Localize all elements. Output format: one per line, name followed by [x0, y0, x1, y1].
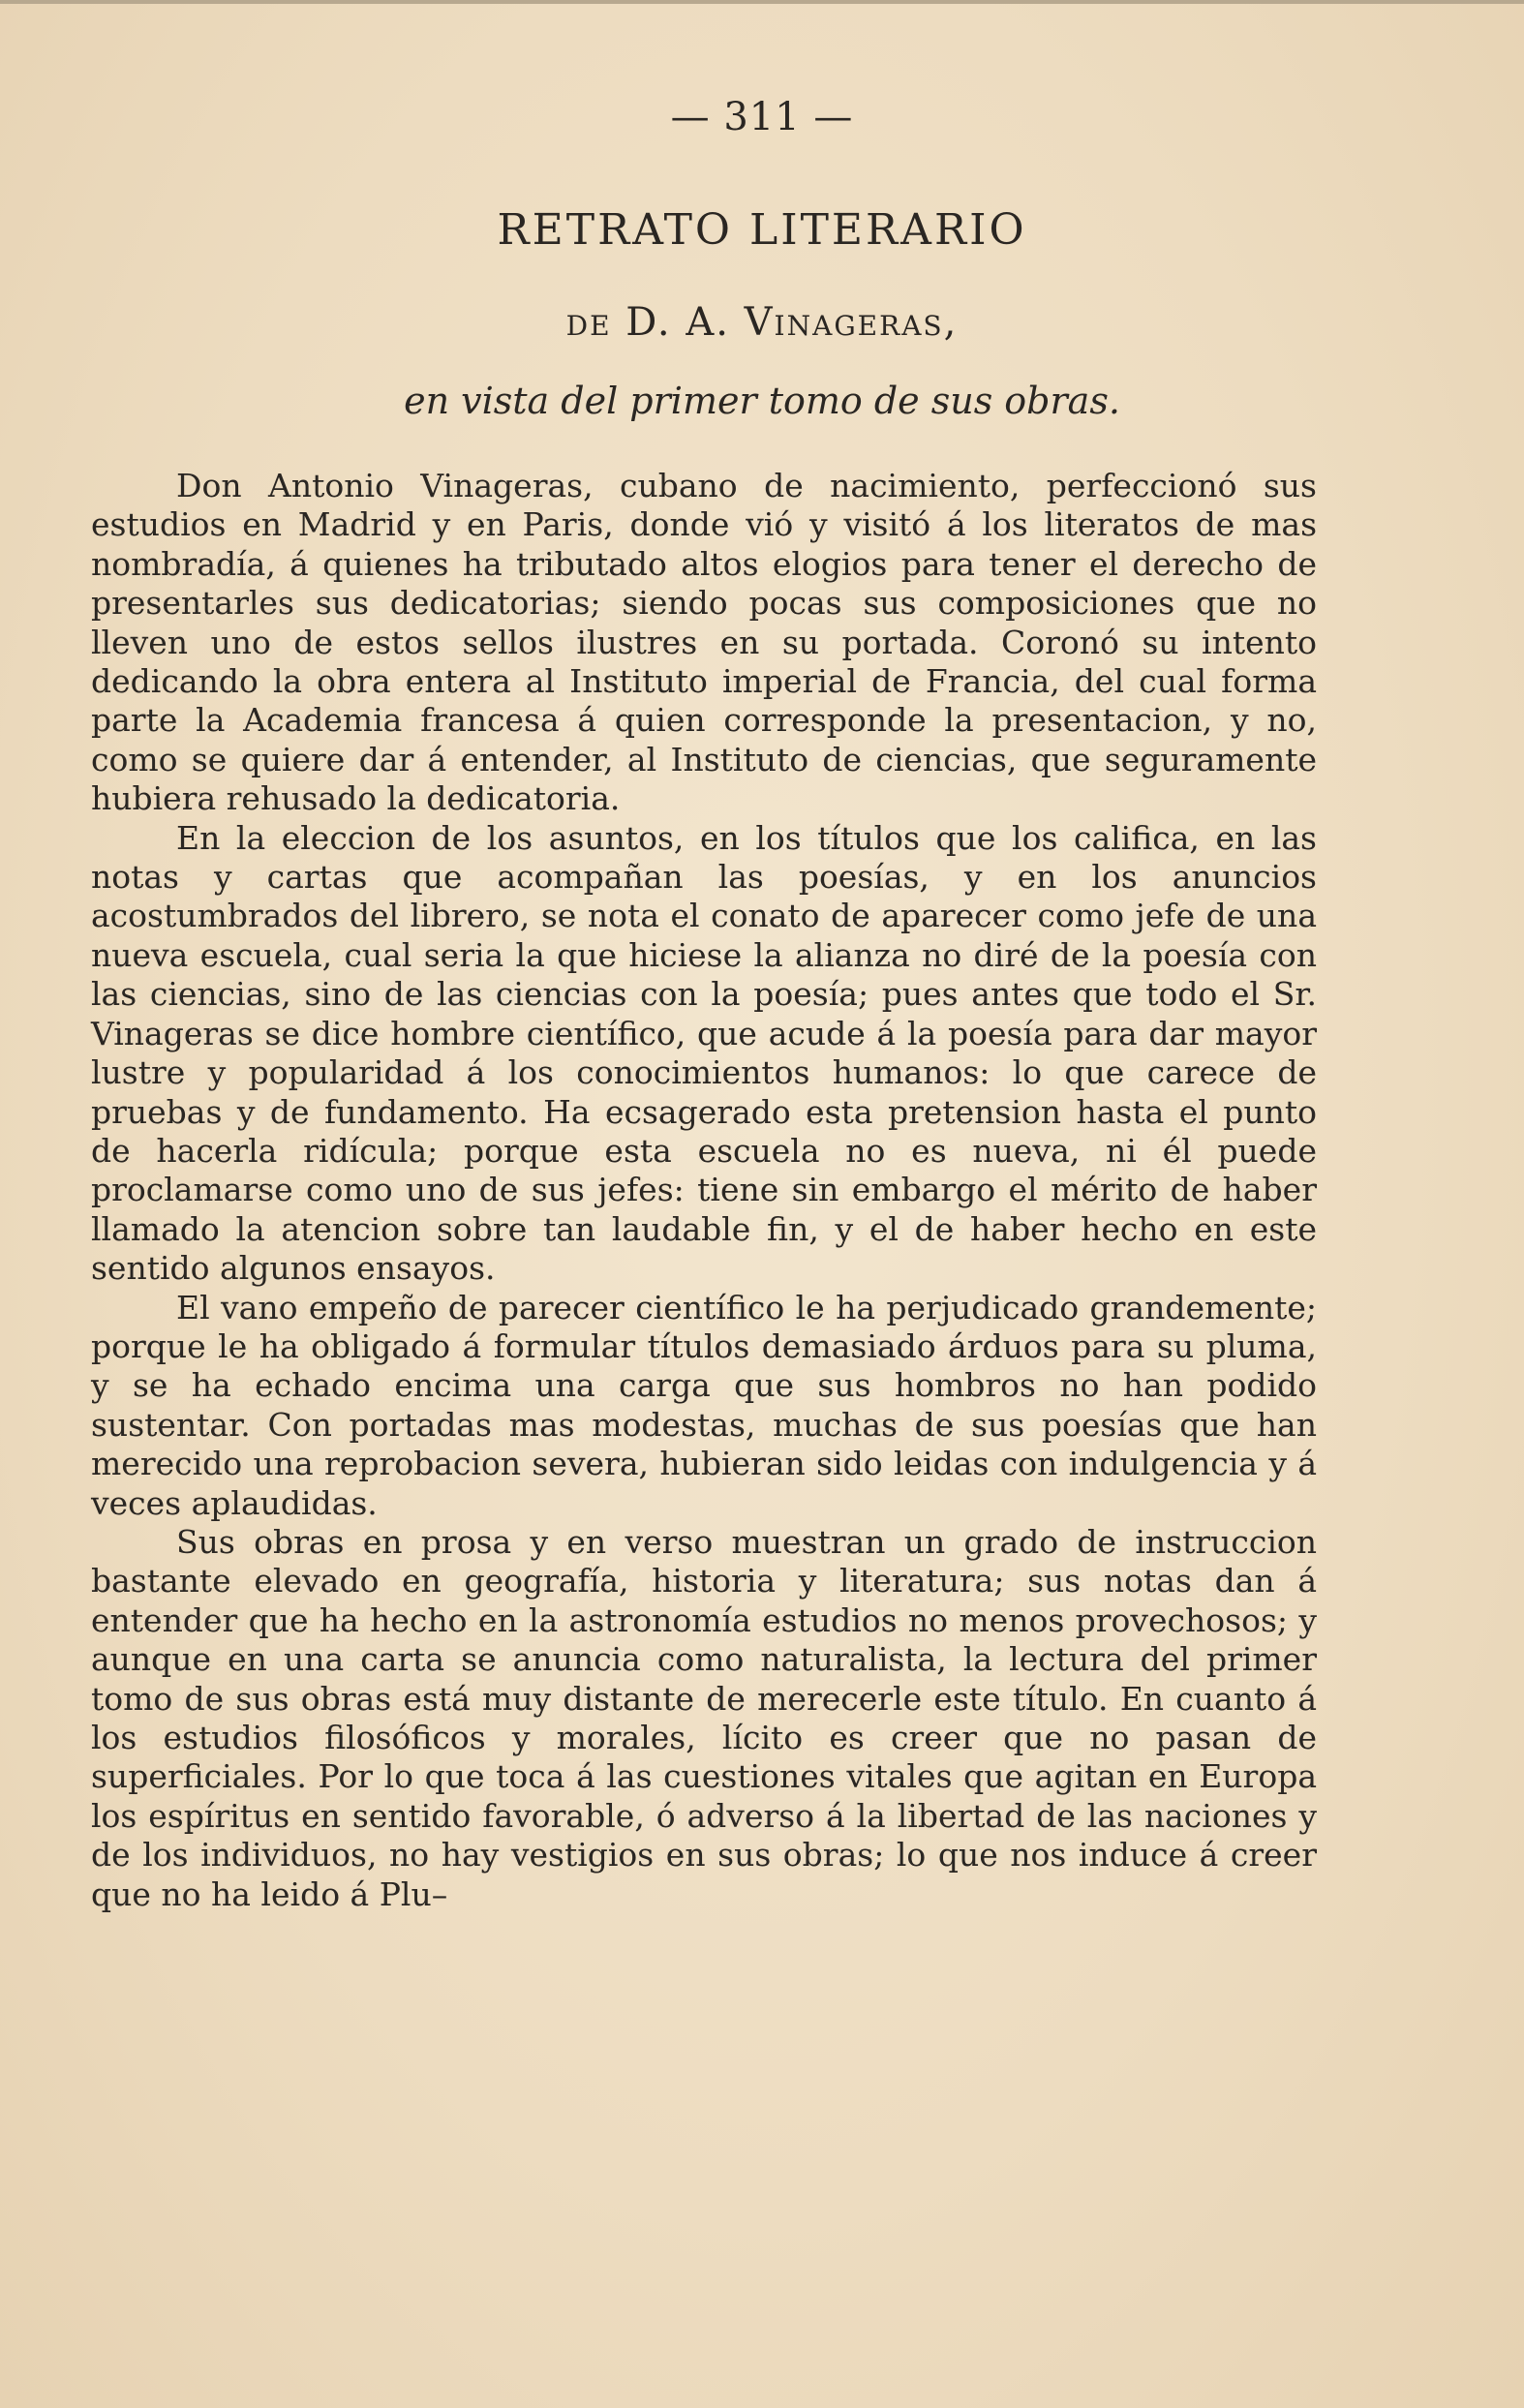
body-paragraph-2: En la eleccion de los asuntos, en los títulos que los califica, en las notas y cartas que acompañan las poesías, y en los anuncios acostumbrados del librero, se nota el conato de aparecer como jefe de una nueva escuela, cual seria la que hiciese la alianza no diré de la poesía con las ciencias, sino de las ciencias con la poesía; pues antes que todo el Sr. Vinageras se dice hombre científico, que acude á la poesía para dar mayor lustre y popularidad á los conocimientos humanos: lo que carece de pruebas y de fundamento. Ha ecsagerado esta pretension hasta el punto de hacerla ridícula; porque esta escuela no es nueva, ni él puede proclamarse como uno de sus jefes: tiene sin embargo el mérito de haber llamado la atencion sobre tan laudable fin, y el de haber hecho en este sentido algunos ensayos.: [91, 818, 1317, 1288]
article-subtitle: en vista del primer tomo de sus obras.: [404, 380, 1120, 422]
article-title: RETRATO LITERARIO: [497, 205, 1027, 255]
body-paragraph-3: El vano empeño de parecer científico le ha perjudicado grandemente; porque le ha obligado á formular títulos demasiado árduos para su pluma, y se ha echado encima una carga que sus hombros no han podido sustentar. Con portadas mas modestas, muchas de sus poesías que han merecido una reprobacion severa, hubieran sido leidas con indulgencia y á veces aplaudidas.: [91, 1288, 1317, 1522]
article-body: [91, 467, 1317, 1914]
body-paragraph-1: Don Antonio Vinageras, cubano de nacimiento, perfeccionó sus estudios en Madrid y en Paris, donde vió y visitó á los literatos de mas nombradía, á quienes ha tributado altos elogios para tener el derecho de presentarles sus dedicatorias; siendo pocas sus composiciones que no lleven uno de estos sellos ilustres en su portada. Coronó su intento dedicando la obra entera al Instituto imperial de Francia, del cual forma parte la Academia francesa á quien corresponde la presentacion, y no, como se quiere dar á entender, al Instituto de ciencias, que seguramente hubiera rehusado la dedicatoria.: [91, 467, 1317, 818]
article-author-line: de D. A. Vinageras,: [565, 300, 959, 345]
body-paragraph-4: Sus obras en prosa y en verso muestran un grado de instruccion bastante elevado en geografía, historia y literatura; sus notas dan á entender que ha hecho en la astronomía estudios no menos provechosos; y aunque en una carta se anuncia como naturalista, la lectura del primer tomo de sus obras está muy distante de merecerle este título. En cuanto á los estudios filosóficos y morales, lícito es creer que no pasan de superficiales. Por lo que toca á las cuestiones vitales que agitan en Europa los espíritus en sentido favorable, ó adverso á la libertad de las naciones y de los individuos, no hay vestigios en sus obras; lo que nos induce á creer que no ha leido á Plu–: [91, 1522, 1317, 1913]
page-top-rule: [0, 0, 1524, 4]
page-number: — 311 —: [670, 95, 854, 139]
